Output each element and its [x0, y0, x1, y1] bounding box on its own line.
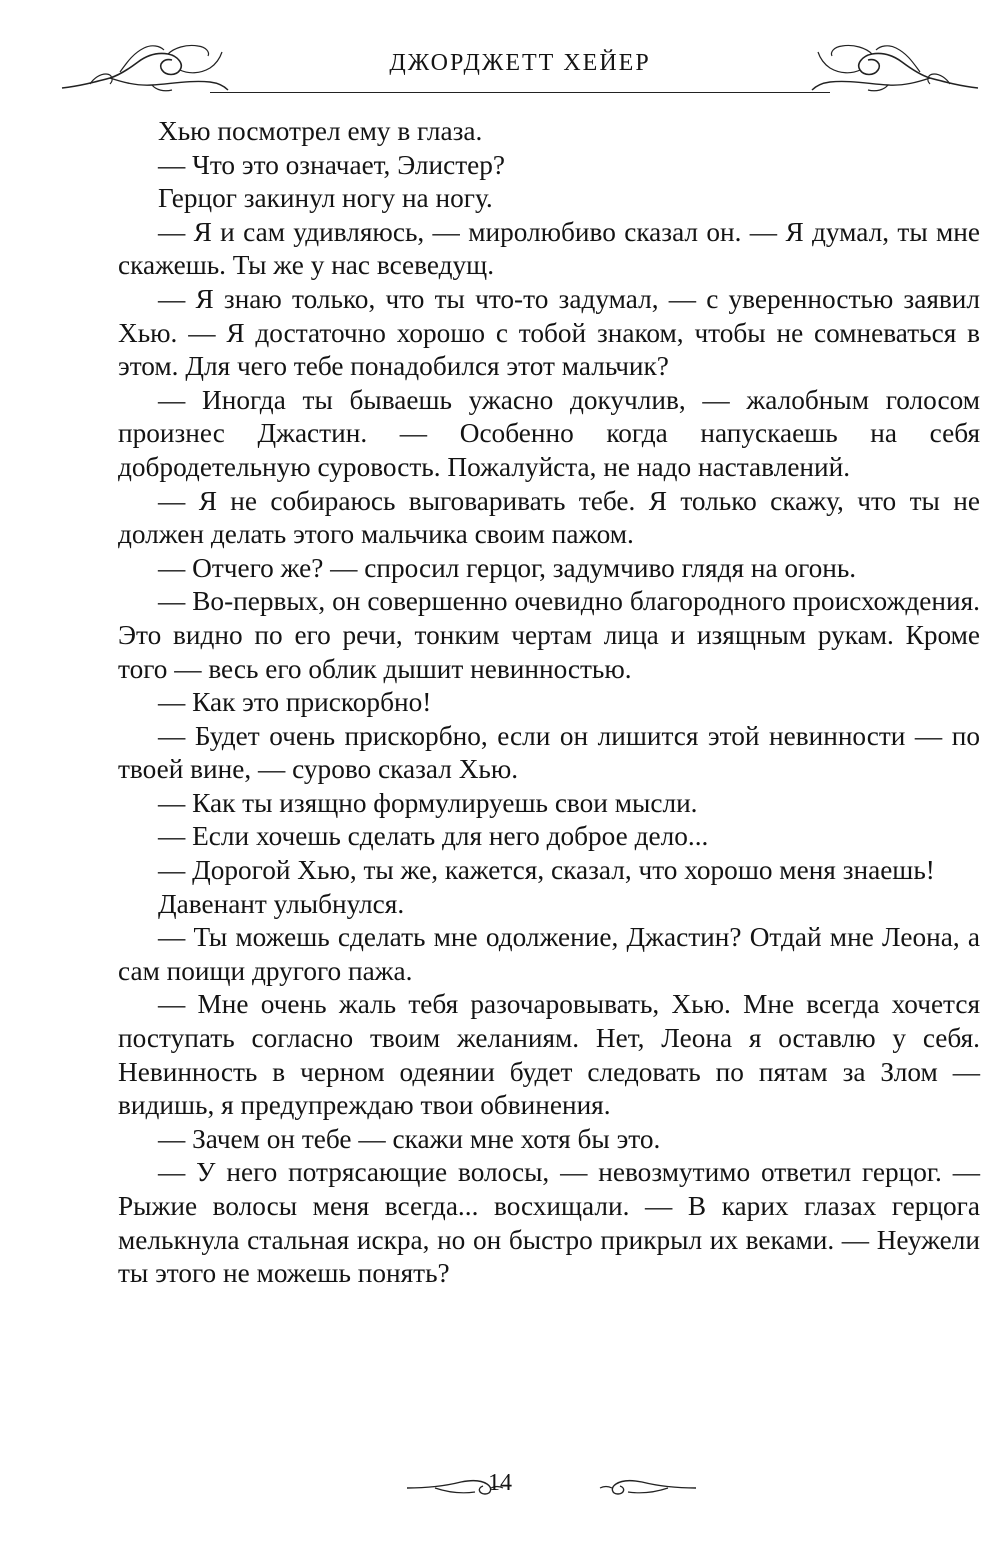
- paragraph: — Я и сам удивляюсь, — миролюбиво сказал он. — Я думал, ты мне скажешь. Ты же у нас всеведущ.: [118, 216, 980, 281]
- paragraph: — Мне очень жаль тебя разочаровывать, Хью. Мне всегда хочется поступать согласно твоим желаниям. Нет, Леона я оставлю у себя. Невинность в черном одеянии будет следовать по пятам за Злом — видишь, я предупреждаю твои обвинения.: [118, 989, 980, 1121]
- running-header: [60, 30, 980, 110]
- paragraph: — Во-первых, он совершенно очевидно благородного происхождения. Это видно по его речи, тонким чертам лица и изящным рукам. Кроме того — весь его облик дышит невинностью.: [118, 586, 980, 684]
- paragraph: — Ты можешь сделать мне одолжение, Джастин? Отдай мне Леона, а сам поищи другого пажа.: [118, 922, 980, 986]
- flourish-right-icon: [810, 38, 980, 103]
- page-footer: [0, 1470, 1000, 1510]
- paragraph: Герцог закинул ногу на ногу.: [158, 183, 493, 214]
- paragraph: — Иногда ты бываешь ужасно докучлив, — жалобным голосом произнес Джастин. — Особенно когда напускаешь на себя добродетельную суровость. Пожалуйста, не надо наставлений.: [118, 384, 980, 482]
- paragraph: — Будет очень прискорбно, если он лишится этой невинности — по твоей вине, — сурово сказал Хью.: [118, 720, 980, 785]
- paragraph: — Если хочешь сделать для него доброе дело...: [158, 821, 709, 852]
- paragraph: Хью посмотрел ему в глаза.: [158, 116, 483, 146]
- small-flourish-right-icon: [598, 1474, 698, 1507]
- paragraph: — Что это означает, Элистер?: [158, 149, 506, 180]
- paragraph: — Зачем он тебе — скажи мне хотя бы это.: [158, 1123, 661, 1154]
- paragraph: — Дорогой Хью, ты же, кажется, сказал, что хорошо меня знаешь!: [158, 855, 935, 886]
- paragraph: — У него потрясающие волосы, — невозмутимо ответил герцог. — Рыжие волосы меня всегда... восхищали. — В карих глазах герцога мелькнула стальная искра, но он быстро прикрыл их веками. — Неужели ты этого не можешь понять?: [118, 1157, 980, 1289]
- book-author-title: ДЖОРДЖЕТТ ХЕЙЕР: [389, 50, 651, 76]
- paragraph: — Как ты изящно формулируешь свои мысли.: [158, 787, 698, 818]
- paragraph: — Отчего же? — спросил герцог, задумчиво глядя на огонь.: [158, 552, 857, 583]
- page-number: 14: [488, 1470, 512, 1496]
- header-rule: [210, 92, 830, 93]
- paragraph: Давенант улыбнулся.: [158, 888, 405, 919]
- body-text: [118, 115, 980, 1291]
- paragraph: — Я знаю только, что ты что-то задумал, — с уверенностью заявил Хью. — Я достаточно хорошо с тобой знаком, чтобы не сомневаться в этом. Для чего тебе понадобился этот мальчик?: [118, 283, 980, 382]
- paragraph: — Я не собираюсь выговаривать тебе. Я только скажу, что ты не должен делать этого мальчика своим пажом.: [118, 485, 980, 550]
- paragraph: — Как это прискорбно!: [158, 687, 432, 718]
